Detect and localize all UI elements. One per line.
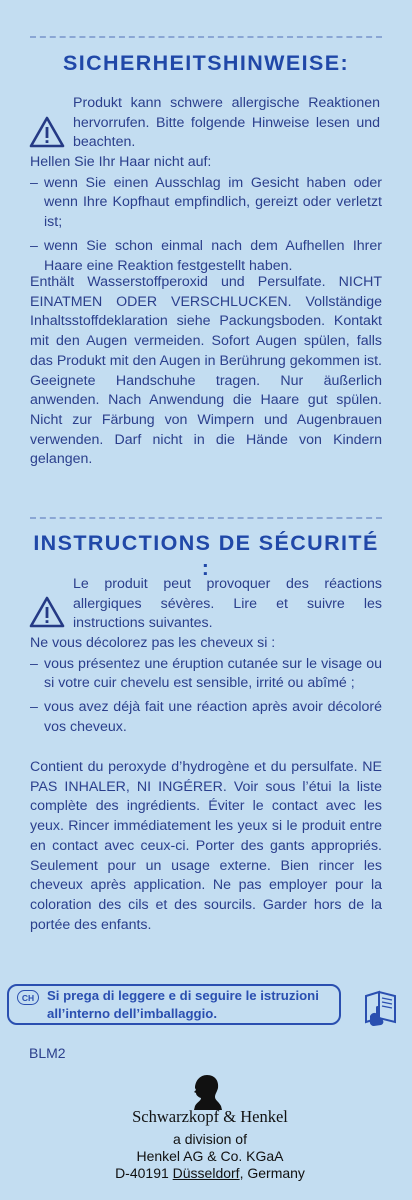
de-bullet-2 — [30, 237, 382, 276]
top-divider — [30, 36, 382, 38]
de-warning-block — [30, 153, 382, 276]
fr-bullet-text-2: vous avez déjà fait une réaction après avoir décoloré vos cheveux. — [44, 699, 382, 735]
middle-divider — [30, 517, 382, 519]
dash-mark: – — [30, 699, 38, 716]
de-body: Enthält Wasserstoffperoxid und Persulfate. NICHT EINATMEN ODER VERSCHLUCKEN. Vollständige Inhaltsstoffdeklaration siehe Packungsboden. Kontakt mit den Augen vermeiden. Sofort Augen spülen, falls das Produkt mit den Augen in Berührung gekommen ist. Geeignete Handschuhe tragen. Nur äußerlich anwenden. Nach Anwendung die Haare gut spülen. Nicht zur Färbung von Wimpern und Augenbrauen verwenden. Darf nicht in die Hände von Kindern gelangen. — [30, 274, 382, 468]
fr-bullet-1 — [30, 655, 382, 694]
brand-division: a division of — [173, 1131, 247, 1147]
warning-icon — [29, 116, 65, 148]
fr-bullet-text-1: vous présentez une éruption cutanée sur le visage ou si votre cuir chevelu est sensible, irrité ou abîmé ; — [44, 655, 382, 692]
de-heading: SICHERHEITSHINWEISE: — [62, 51, 350, 75]
ch-notice — [7, 984, 341, 1025]
product-code: BLM2 — [29, 1045, 66, 1061]
de-intro: Produkt kann schwere allergische Reaktionen hervorrufen. Bitte folgende Hinweise lesen und beachten. — [73, 95, 380, 151]
brand-address-city: Düsseldorf — [172, 1165, 240, 1181]
brand-address-postcode: D-40191 — [115, 1165, 173, 1181]
fr-bullet-2 — [30, 698, 382, 737]
fr-heading: INSTRUCTIONS DE SÉCURITÉ : — [33, 531, 379, 580]
fr-warning-block — [30, 634, 382, 738]
dash-mark: – — [30, 174, 38, 191]
de-condition: Hellen Sie Ihr Haar nicht auf: — [30, 154, 212, 170]
brand-name: Schwarzkopf & Henkel — [132, 1107, 288, 1126]
ch-country-badge: CH — [17, 990, 39, 1005]
schwarzkopf-logo-icon — [188, 1073, 226, 1111]
brand-address — [60, 1165, 360, 1183]
fr-body: Contient du peroxyde d’hydrogène et du persulfate. NE PAS INHALER, NI INGÉRER. Voir sous l’étui la liste complète des ingrédients. Éviter le contact avec les yeux. Rincer immédiatement les yeux si le produit entre en contact avec ceux-ci. Porter des gants appropriés. Seulement pour un usage externe. Bien rincer les cheveux après application. Ne pas employer pour la coloration des cils et des sourcils. Garder hors de la portée des enfants. — [30, 759, 382, 933]
dash-mark: – — [30, 655, 38, 672]
dash-mark: – — [30, 237, 38, 254]
fr-condition: Ne vous décolorez pas les cheveux si : — [30, 635, 276, 651]
de-bullet-text-2: wenn Sie schon einmal nach dem Aufhellen Ihrer Haare eine Reaktion festgestellt haben. — [44, 237, 382, 274]
instruction-leaflet-icon — [362, 988, 400, 1028]
brand-address-country: , Germany — [239, 1165, 305, 1181]
warning-icon — [29, 596, 65, 628]
de-bullet-1 — [30, 174, 382, 233]
brand-company: Henkel AG & Co. KGaA — [136, 1148, 284, 1164]
ch-notice-text: Si prega di leggere e di seguire le istruzioni all’interno dell’imballaggio. — [47, 988, 319, 1021]
fr-intro: Le produit peut provoquer des réactions allergiques sévères. Lire et suivre les instructions suivantes. — [73, 576, 382, 632]
de-bullet-text-1: wenn Sie einen Ausschlag im Gesicht haben oder wenn Ihre Kopfhaut empfindlich, gereizt oder verletzt ist; — [44, 174, 382, 231]
